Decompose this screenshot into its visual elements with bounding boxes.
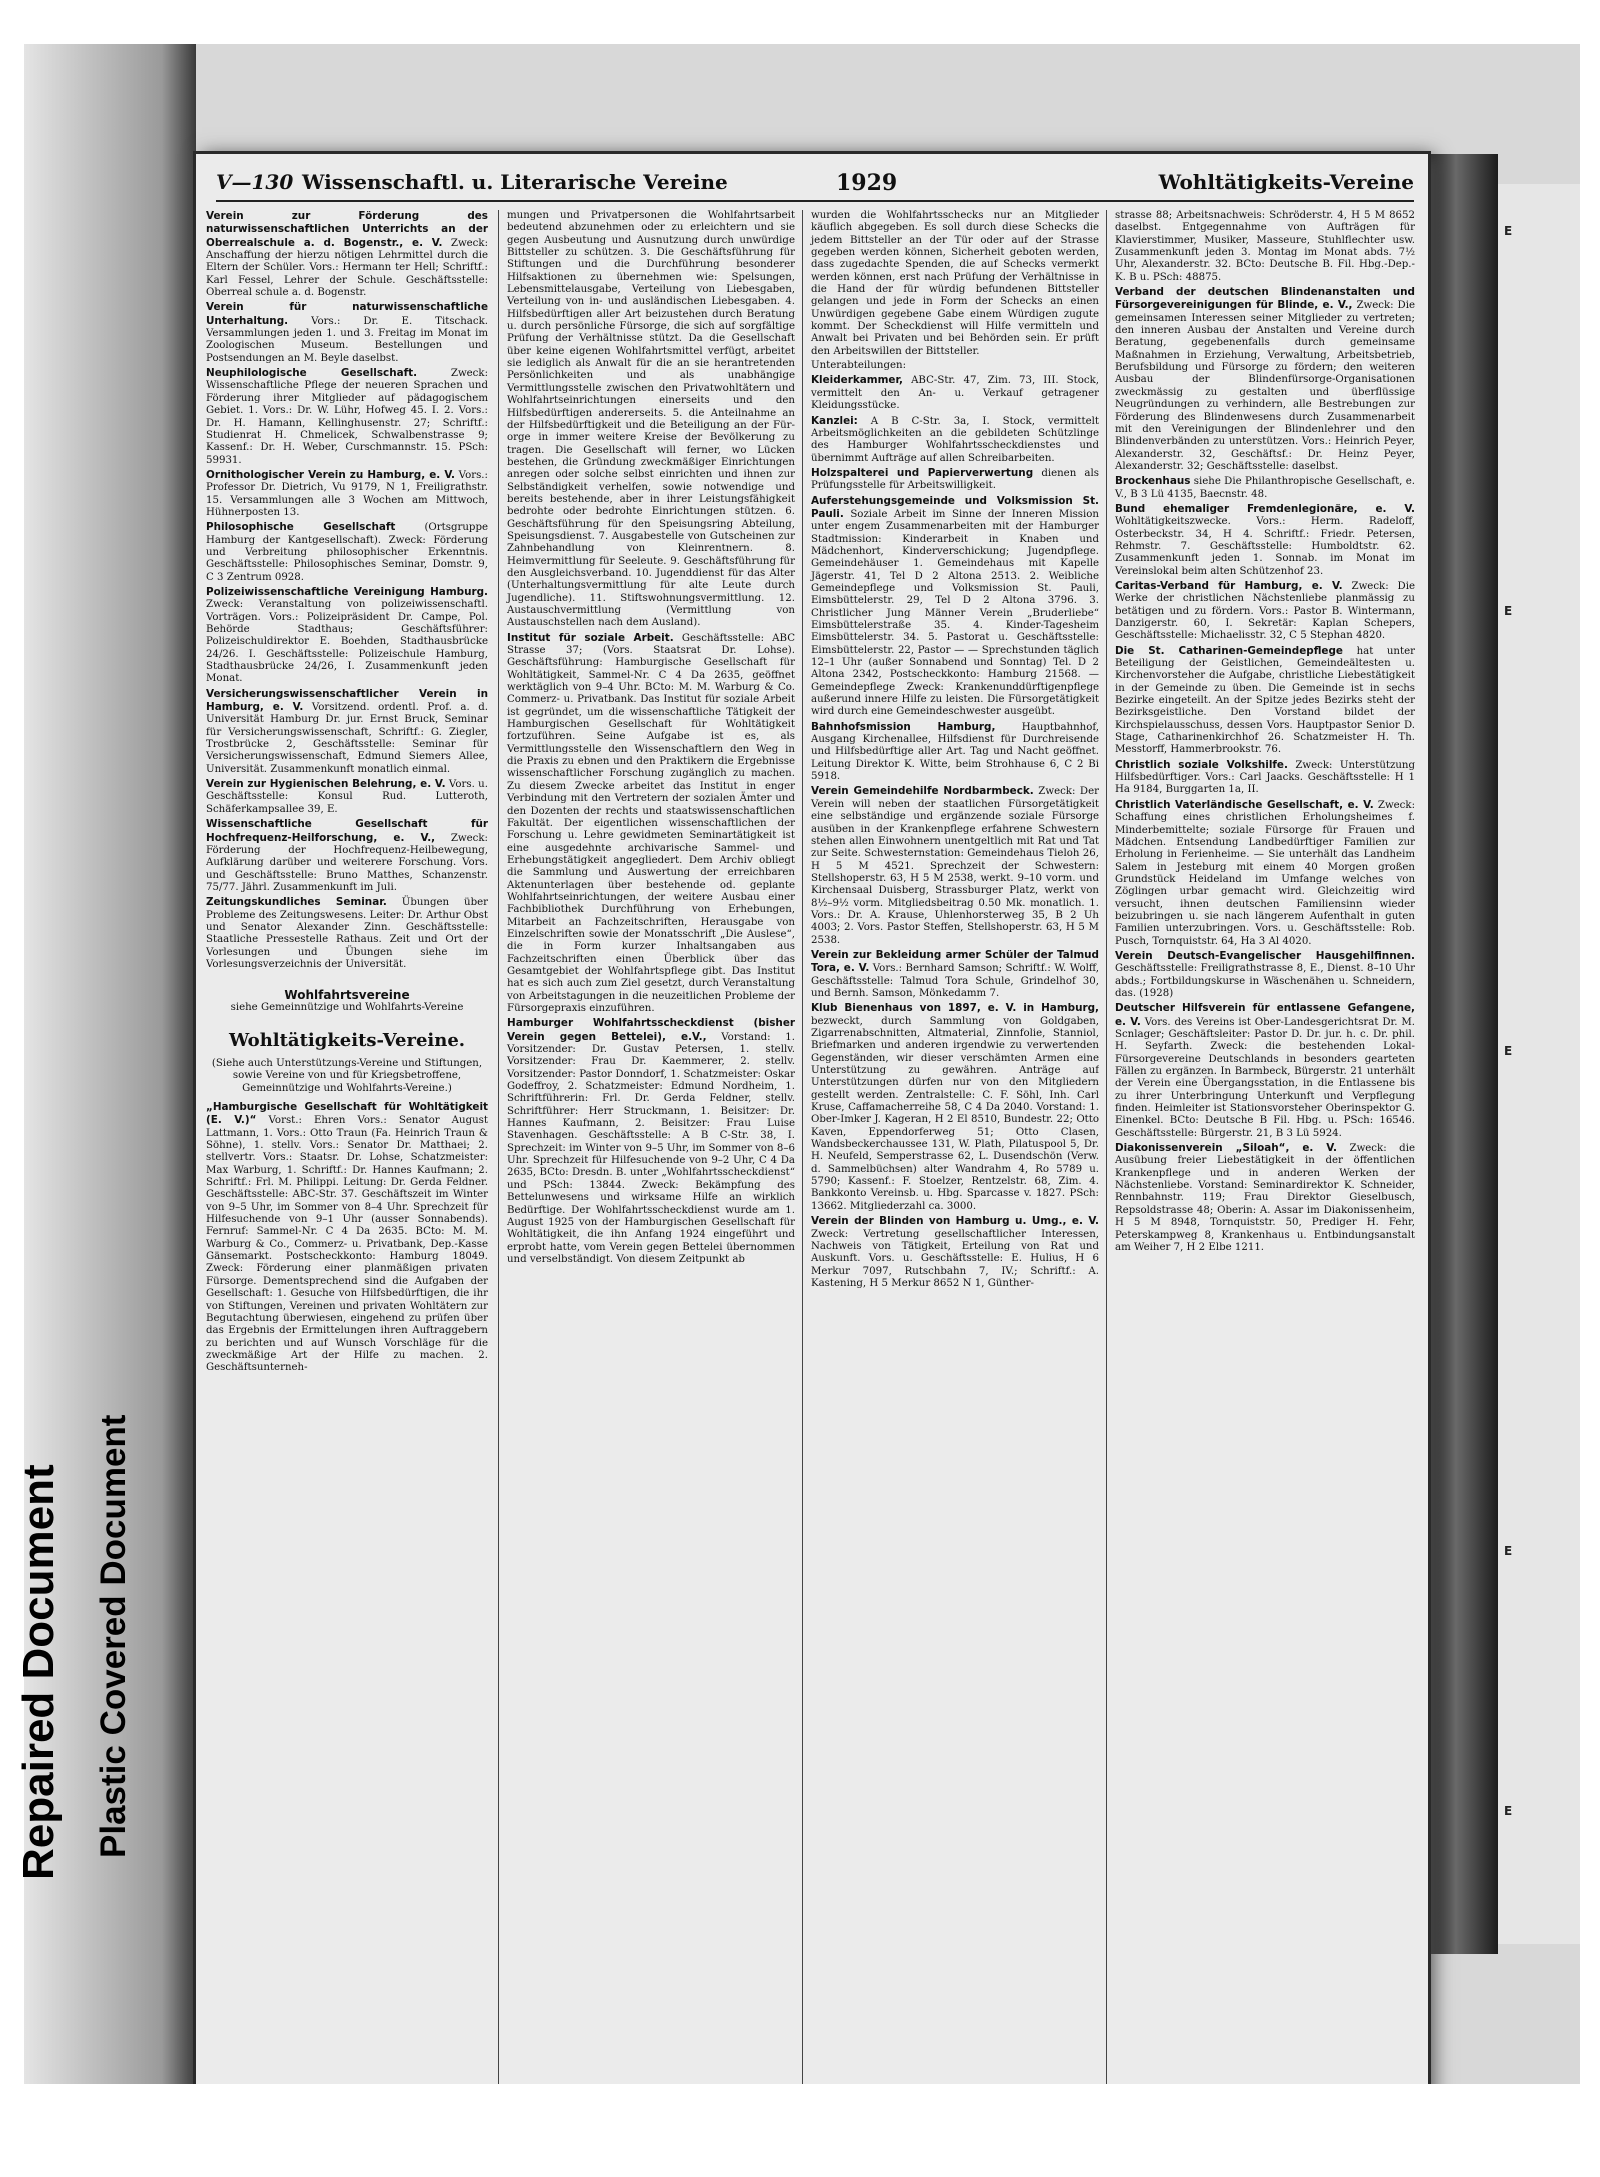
directory-entry <box>811 1215 1099 1290</box>
entry-body: Vors. des Vereins ist Ober-Landesgerichtsrat Dr. M. Scnlager; Geschäftsleiter: Pastor D. Dr. jur. h. c. Dr. phil. H. Seyfarth. Zweck: die bestehenden Lokal-Fürsorgevereine Deutschlands in besonders gearteten Fällen zu ergänzen. In Barmbeck, Bürgerstr. 21 unterhält der Verein eine Übergangsstation, in die Entlassene bis zu ihrer Unterbringung Unterkunft und Verpflegung finden. Heimleiter ist Stationsvorsteher Oberinspektor G. Einenkel. BCto: Deutsche B Fil. Hbg. u. PSch: 16546. Geschäftsstelle: Bürgerstr. 21, B 3 Lü 5924. <box>1115 1016 1415 1139</box>
entry-name: Kanzlei: <box>811 414 858 427</box>
directory-entry <box>206 301 488 365</box>
directory-entry <box>811 785 1099 946</box>
label-repaired-document: Repaired Document <box>14 1464 63 1880</box>
book-gutter <box>1428 154 1498 1954</box>
adjacent-page-edge <box>1498 184 1580 1944</box>
entry-body: Vors.: Professor Dr. Dietrich, Vu 9179, N 1, Freiligrathstr. 15. Versammlungen alle 3 Wochen am Mittwoch, Hühnerposten 13. <box>206 469 488 518</box>
label-plastic-covered-document: Plastic Covered Document <box>94 1414 133 1858</box>
entry-body: Zweck: Anschaffung der hierzu nötigen Lehrmittel durch die Eltern der Schüler. Vors.: Hermann ter Hell; Schriftf.: Karl Fessel, Lehrer der Schule. Geschäftsstelle: Oberreal schule a. d. Bogenstr. <box>206 237 488 299</box>
directory-entry <box>1115 759 1415 797</box>
directory-entry <box>1115 1002 1415 1140</box>
entry-body: Vorsitzend. ordentl. Prof. a. d. Universität Hamburg Dr. jur. Ernst Bruck, Seminar für Versicherungswissenschaft, Schriftf.: G. Ziegler, Trostbrücke 2, Geschäftsstelle: Seminar für Versicherungswissenschaft, Edmund Siemers Allee, Universität. Zusammenkunft monatlich einmal. <box>206 702 488 775</box>
entry-name: Christlich soziale Volkshilfe. <box>1115 758 1288 771</box>
entry-body: Zweck: Unterstützung Hilfsbedürftiger. Vors.: Carl Jaacks. Geschäftsstelle: H 1 Ha 9184, Burggarten 1a, II. <box>1115 759 1415 796</box>
entry-body: ABC-Str. 47, Zim. 73, III. Stock, vermittelt den An- u. Verkauf getragener Kleidungsstücke. <box>811 375 1099 412</box>
entry-name: Verein der Blinden von Hamburg u. Umg., e. V. <box>811 1215 1099 1228</box>
directory-entry <box>811 374 1099 412</box>
entry-body: (Ortsgruppe Hamburg der Kantgesellschaft). Zweck: Förderung und Verbreitung philosophischer Erkenntnis. Geschäftsstelle: Philosophisches Seminar, Domstr. 9, C 3 Zentrum 0928. <box>206 522 488 583</box>
directory-entry <box>811 1002 1099 1213</box>
page-header <box>216 166 1414 202</box>
entry-body: Zweck: Die Werke der christlichen Nächstenliebe planmässig zu betätigen und zu fördern. Vors.: Pastor B. Wintermann, Danzigerstr. 60, I. Sekretär: Kaplan Schepers, Geschäftsstelle: Michaelisstr. 32, C 5 Stephan 4820. <box>1115 580 1415 642</box>
entry-body: Zweck: Veranstaltung von polizeiwissenschaftl. Vorträgen. Vors.: Polizeipräsident Dr. Campe, Pol. Behörde Stadthaus; Geschäftsführer: Polizeischuldirektor E. Boehden, Stadthausbrücke 24/26. I. Geschäftsstelle: Polizeischule Hamburg, Stadthausbrücke 24/26, I. Zusammenkunft jeden Monat. <box>206 599 488 685</box>
entry-name: Polizeiwissenschaftliche Vereinigung Hamburg. <box>206 585 488 598</box>
entry-name: Versicherungswissenschaftlicher Verein in Hamburg, e. V. <box>206 687 488 714</box>
entry-name: Institut für soziale Arbeit. <box>507 631 674 644</box>
entry-name: Verein für naturwissenschaftliche Unterhaltung. <box>206 301 488 327</box>
edge-letter: E <box>1504 604 1513 618</box>
directory-entry <box>206 896 488 971</box>
entry-name: Verein zur Förderung des naturwissenschaftlichen Unterrichts an der Oberrealschule a. d. Bogenstr., e. V. <box>206 210 488 249</box>
directory-entry <box>811 949 1099 1000</box>
entry-name: Bund ehemaliger Fremdenlegionäre, e. V. <box>1115 502 1415 515</box>
section-note: (Siehe auch Unterstützungs-Vereine und Stiftungen, sowie Vereine von und für Kriegsbetroffene, Gemeinnützige und Wohlfahrts-Vereine.) <box>211 1057 483 1094</box>
entry-name: Verein zur Hygienischen Belehrung, e. V. <box>206 778 446 791</box>
edge-letter: E <box>1504 1044 1513 1058</box>
entry-body: Geschäftsstelle: Freiligrathstrasse 8, E., Dienst. 8–10 Uhr abds.; Fortbildungskurse in Wäschenähen u. Schneidern, das. (1928) <box>1115 963 1415 999</box>
entry-body: Soziale Arbeit im Sinne der Inneren Mission unter engem Zusammenarbeiten mit der Hamburger Stadtmission: Kinderarbeit in Knaben und Mädchenhort, Kinderverschickung; Jugendpflege. Gemeindehäuser 1. Gemeindehaus mit Kapelle Jägerstr. 41, Tel D 2 Altona 2513. 2. Weibliche Gemeindepflege und Volksmission St. Pauli, Eimsbüttelerstr. 29, Tel D 2 Altona 3796. 3. Christlicher Jung Männer Verein „Bruderliebe“ Eimsbüttelerstraße 35. 4. Kinder-Tagesheim Eimsbüttelerstr. 34. 5. Pastorat u. Geschäftsstelle: Eimsbüttelerstr. 22, Pastor — — Sprechstunden täglich 12–1 Uhr (außer Sonnabend und Sonntag) Tel. D 2 Altona 2342, Postscheckkonto: Hamburg 21568. — Gemeindepflege Zweck: Krankenunddürftigenpflege außerund innere Hilfe zu leisten. Die Fürsorgetätigkeit wird durch eine Gemeindeschwester ausgeübt. <box>811 508 1099 718</box>
document-page <box>196 154 1428 2084</box>
entry-body: Zweck: Förderung der Hochfrequenz-Heilbewegung, Aufklärung darüber und weiterere Forschung. Vors. und Geschäftsstelle: Bruno Matthes, Schanzenstr. 75/77. Jährl. Zusammenkunft im Juli. <box>206 832 488 893</box>
entry-body: Zweck: Wissenschaftliche Pflege der neueren Sprachen und Förderung ihrer Mitglieder auf pädagogischem Gebiet. 1. Vors.: Dr. W. Lühr, Hofweg 45. I. 2. Vors.: Dr. H. Hamann, Kellinghusenstr. 27; Schriftf.: Studienrat H. Chmelicek, Schwalbenstrasse 9; Kassenf.: Dr. H. Weber, Curschmannstr. 15. PSch: 59931. <box>206 368 488 466</box>
directory-entry <box>1115 286 1415 473</box>
entry-name: Philosophische Gesellschaft <box>206 521 396 534</box>
entry-body: Zweck: Vertretung gesellschaftlicher Interessen, Nachweis von Tätigkeit, Erteilung von Rat und Auskunft. Vors. u. Geschäftsstelle: E. Hulius, H 6 Merkur 7097, Rutschbahn 7, IV.; Schriftf.: A. Kastening, H 5 Merkur 8652 N 1, Günther- <box>811 1228 1099 1289</box>
entry-name: Verein Gemeindehilfe Nordbarmbeck. <box>811 785 1034 798</box>
entry-name: Verein Deutsch-Evangelischer Hausgehilfinnen. <box>1115 949 1415 962</box>
directory-entry <box>206 210 488 299</box>
section-subtitle: siehe Gemeinnützige und Wohlfahrts-Vereine <box>230 1001 464 1013</box>
header-left-title: Wissenschaftl. u. Literarische Vereine <box>302 170 728 194</box>
directory-entry <box>206 367 488 467</box>
section-wohltaetigkeitsvereine-title: Wohltätigkeits-Vereine. <box>228 1029 466 1051</box>
entry-name: Bahnhofsmission Hamburg, <box>811 720 996 733</box>
column-2 <box>498 210 795 2084</box>
entry-name: Verband der deutschen Blindenanstalten und Fürsorgevereinigungen für Blinde, e. V., <box>1115 286 1415 312</box>
paragraph-list <box>811 210 1099 372</box>
entry-body: Zweck: Die gemeinsamen Interessen seiner Mitglieder zu vertreten; den inneren Ausbau der Anstalten und Vereine durch Beratung, gegebenenfalls durch gemeinsame Maßnahmen in Erziehung, Verwaltung, Arbeitsbetrieb, Berufsbildung und Fürsorge zu fördern; den weiteren Ausbau der Blindenfürsorge-Organisationen zweckmässig zu gestalten und überflüssige Neugründungen zu verhindern, alle Bestrebungen zur Förderung des Blindenwesens durch Zusammenarbeit mit den Vereinigungen der Blindenlehrer und den Blindenverbänden zu unterstützen. Vors.: Heinrich Peyer, Alexanderstr. 32, Geschäftsf.: Dr. Heinz Peyer, Alexanderstr. 32; Geschäftsstelle: daselbst. <box>1115 300 1415 472</box>
header-right-title: Wohltätigkeits-Vereine <box>1158 170 1414 194</box>
entry-name: „Hamburgische Gesellschaft für Wohltätigkeit (E. V.)“ <box>206 1101 488 1127</box>
entry-name: Christlich Vaterländische Gesellschaft, e. V. <box>1115 798 1374 811</box>
entry-body: Wohltätigkeitszwecke. Vors.: Herm. Radeloff, Osterbeckstr. 34, H 4. Schriftf.: Friedr. Petersen, Rehmstr. 7. Geschäftsstelle: Humboldtstr. 62. Zusammenkunft jeden 1. Sonnab. im Monat im Vereinslokal beim alten Schützenhof 23. <box>1115 516 1415 577</box>
vertical-labels <box>6 1320 156 1880</box>
scan-frame <box>24 44 1580 2084</box>
entry-name: Verein zur Bekleidung armer Schüler der Talmud Tora, e. V. <box>811 948 1099 975</box>
entry-body: Vors.: Dr. E. Titschack. Versammlungen jeden 1. und 3. Freitag im Monat im Zoologischen Museum. Bestellungen und Postsendungen an M. Beyle daselbst. <box>206 315 488 364</box>
directory-entry <box>206 521 488 584</box>
entry-body: Zweck: Der Verein will neben der staatlichen Fürsorgetätigkeit eine selbständige und ergänzende soziale Fürsorge ausüben in der Krankenpflege erfahrene Schwestern stehen allen Einwohnern unentgeltlich mit Rat und Tat zur Seite. Schwesternstation: Gemeindehaus Tieloh 26, H 5 M 4521. Sprechzeit der Schwestern: Stellshoperstr. 63, H 5 M 2538, werkt. 9–10 vorm. und Kirchensaal Duisberg, Strassburger Platz, werkt von 8½–9½ vorm. Mitgliedsbeitrag 0.50 Mk. monatlich. 1. Vors.: Dr. A. Krause, Uhlenhorsterweg 35, B 2 Uh 4003; 2. Vors. Pastor Steffen, Stellshoperstr. 63, H 5 M 2538. <box>811 786 1099 946</box>
directory-entry <box>206 818 488 894</box>
directory-entry <box>206 688 488 776</box>
paragraph: wurden die Wohlfahrtsschecks nur an Mitglieder käuflich abgegeben. Es soll durch diese Schecks die jedem Bittsteller an der Tür oder auf der Strasse gegeben werden können, Sicherheit geboten werden, dass zugedachte Spenden, die auf Schecks vermerkt werden können, erst nach Prüfung der Verhältnisse in die Hand der für würdig befundenen Bittsteller gelangen und jede in Form der Schecks an einen Unwürdigen gegebene Gabe einem Würdigen zugute kommt. Der Scheckdienst will Hilfe vermitteln und Anwalt bei Privaten und bei Behörden sein. Er prüft den Arbeitswillen der Bittsteller. <box>811 210 1099 357</box>
paragraph-list <box>507 210 795 630</box>
column-1 <box>206 210 488 2084</box>
entry-name: Kleiderkammer, <box>811 374 903 387</box>
directory-entry <box>206 586 488 686</box>
edge-letter: E <box>1504 1544 1513 1558</box>
directory-entry <box>1115 799 1415 948</box>
entry-body: Zweck: Schaffung eines christlichen Erholungsheimes f. Minderbemittelte; soziale Fürsorge für Frauen und Mädchen. Entsendung Landbedürftiger Familien zur Erholung in Ferienheime. — Sie unterhält das Landheim Salem in Jesteburg mit einem 40 Morgen großen Grundstück Heideland im Umfange welches von Zöglingen urbar gemacht wird. Gleichzeitig wird versucht, ihnen deutschen Familiensinn wieder beizubringen u. sie nach längerem Aufenthalt in guten Familien unterzubringen. Vors. u. Geschäftsstelle: Rob. Pusch, Tornquiststr. 64, Ha 3 Al 4020. <box>1115 799 1415 947</box>
entry-body: Vors. u. Geschäftsstelle: Konsul Rud. Lutteroth, Schäferkampsallee 39, E. <box>206 779 488 815</box>
directory-entry <box>1115 645 1415 757</box>
directory-entry <box>811 467 1099 493</box>
entry-list <box>811 374 1099 1290</box>
entry-body: Vorst.: Ehren Vors.: Senator August Lattmann, 1. Vors.: Otto Traun (Fa. Heinrich Traun & Söhne), 1. stellv. Vors.: Senator Dr. Matthaei; 2. stellvertr. Vors.: Staatsr. Dr. Lohse, Schatzmeister: Max Warburg, 1. Schriftf.: Dr. Hannes Kaufmann; 2. Schriftf.: Frl. M. Philippi. Leitung: Dr. Gerda Feldner. Geschäftsstelle: ABC-Str. 37. Geschäftszeit im Winter von 9–5 Uhr, im Sommer von 8–4 Uhr. Sprechzeit für Hilfesuchende von 9–1 Uhr (ausser Sonnabends). Fernruf: Sammel-Nr. C 4 Da 2635. BCto: M. M. Warburg & Co., Commerz- u. Privatbank, Dep.-Kasse Gänsemarkt. Postscheckkonto: Hamburg 18049. Zweck: Förderung einer planmäßigen privaten Fürsorge. Dementsprechend sind die Aufgaben der Gesellschaft: 1. Gesuche von Hilfsbedürftigen, die ihr von Stiftungen, Vereinen und privaten Wohltätern zur Begutachtung überwiesen, eingehend zu prüfen über das Ergebnis der Ermittelungen ihren Auftraggebern zu berichten und auf Wunsch Vorschläge für die zweckmäßige Art der Hilfe zu machen. 2. Geschäftsunterneh- <box>206 1115 488 1374</box>
entry-body: Hauptbahnhof, Ausgang Kirchenallee, Hilfsdienst für Durchreisende und Hilfsbedürftige aller Art. Tag und Nacht geöffnet. Leitung Direktor K. Witte, beim Strohhause 6, C 2 Bi 5918. <box>811 721 1099 783</box>
entry-name: Hamburger Wohlfahrtsscheckdienst (bisher Verein gegen Bettelei), e.V., <box>507 1017 795 1043</box>
entry-name: Deutscher Hilfsverein für entlassene Gefangene, e. V. <box>1115 1002 1415 1028</box>
entry-name: Klub Bienenhaus von 1897, e. V. in Hamburg, <box>811 1002 1099 1015</box>
entry-name: Auferstehungsgemeinde und Volksmission St. Pauli. <box>811 494 1099 520</box>
directory-entry <box>1115 1142 1415 1254</box>
entry-name: Diakonissenverein „Siloah“, e. V. <box>1115 1142 1337 1155</box>
entry-name: Wissenschaftliche Gesellschaft für Hochfrequenz-Heilforschung, e. V., <box>206 818 488 844</box>
edge-letter: E <box>1504 224 1513 238</box>
entry-body: bezweckt, durch Sammlung von Goldgaben, Zigarrenabschnitten, Altmaterial, Zinnfolie, Stanniol, Briefmarken und anderen irgendwie zu verwertenden Gegenständen, wir dieser verschämten Armen eine Unterstützung zu gewähren. Anträge auf Unterstützungen dürfen nur von den Mitgliedern gestellt werden. Zentralstelle: C. F. Söhl, Inh. Carl Kruse, Caffamacherreihe 58, C 4 Da 2040. Vorstand: 1. Ober-Imker J. Kageran, H 2 El 8510, Bundestr. 22; Otto Kaven, Eppendorferweg 51; Otto Clasen, Wandsbeckerchaussee 131, W. Plath, Pilatuspool 5, Dr. H. Neufeld, Semperstrasse 62, L. Dusendschön (Verw. d. Sammelbüchsen) alter Wandrahm 4, Ro 5789 u. 5790; Kassenf.: F. Stoelzer, Rentzelstr. 68, Zim. 4. Bankkonto Vereinsb. u. Hbg. Sparcasse v. 1827. PSch: 13662. Mitgliederzahl ca. 3000. <box>811 1015 1099 1212</box>
directory-entry <box>507 1017 795 1266</box>
page-number: V—130 <box>216 170 294 194</box>
entry-body: dienen als Prüfungsstelle für Arbeitswilligkeit. <box>811 467 1099 492</box>
entry-list <box>507 632 795 1267</box>
directory-entry <box>1115 503 1415 578</box>
directory-entry <box>811 415 1099 465</box>
entry-name: Caritas-Verband für Hamburg, e. V. <box>1115 579 1343 592</box>
entry-body: hat unter Beteiligung der Geistlichen, Gemeindeältesten u. Kirchenvorsteher die Aufgabe, christliche Liebestätigkeit in der Gemeinde zu üben. Die Gemeinde ist in sechs Bezirke eingeteilt. An der Spitze jedes Bezirks steht der Bezirksgeistliche. Den Vorstand bildet der Kirchspielausschuss, dessen Vors. Hauptpastor Senior D. Stage, Catharinenkirchhof 26. Schatzmeister H. Th. Messtorff, Hammerbrookstr. 76. <box>1115 645 1415 756</box>
directory-entry <box>1115 475 1415 501</box>
directory-entry <box>811 495 1099 719</box>
entry-body: Geschäftsstelle: ABC Strasse 37; (Vors. Staatsrat Dr. Lohse). Geschäftsführung: Hamburgische Gesellschaft für Wohltätigkeit, Sammel-Nr. C 4 Da 2635, geöffnet werktäglich von 9–4 Uhr. BCto: M. M. Warburg & Co. Commerz- u. Privatbank. Das Institut für soziale Arbeit ist gegründet, um die wissenschaftliche Tätigkeit der Hamburgischen Gesellschaft für Wohltätigkeit fortzuführen. Seine Aufgabe ist es, als Vermittlungsstelle den Wissenschaftlern den Weg in die Praxis zu ebnen und den Praktikern die Ergebnisse wissenschaftlicher Forschung zugänglich zu machen. Zu diesem Zwecke arbeitet das Institut in enger Verbindung mit den Vertretern der sozialen Ämter und den Dozenten der rechts und staatswissenschaftlichen Fakultät. Der eigentlichen wissenschaftlichen der Forschung u. Lehre gewidmeten Seminartätigkeit ist eine ausgedehnte archivarische Sammel- und Erhebungstätigkeit angegliedert. Dem Archiv obliegt die Sammlung und Auswertung der erreichbaren Aktenunterlagen über bestehende od. geplante Wohlfahrtseinrichtungen, der weitere Ausbau einer Fachbibliothek Durchführung von Erhebungen, Mitarbeit an Fachzeitschriften, Herausgabe von Einzelschriften sowie der Monatsschrift „Die Auslese“, die in Form kurzer Inhaltsangaben aus Fachzeitschriften einen Überblick über das Gesamtgebiet der Wohlfahrtspflege gibt. Das Institut hat es sich auch zum Ziel gesetzt, durch Veranstaltung von Arbeitstagungen in die neuzeitlichen Probleme der Fürsorgepraxis einzuführen. <box>507 632 795 1014</box>
entry-name: Brockenhaus <box>1115 475 1191 488</box>
section-title: Wohlfahrtsvereine <box>284 988 410 1003</box>
entry-name: Zeitungskundliches Seminar. <box>206 896 387 909</box>
entry-body: Übungen über Probleme des Zeitungswesens. Leiter: Dr. Arthur Obst und Senator Alexander Zinn. Geschäftsstelle: Staatliche Pressestelle Rathaus. Zeit und Ort der Vorlesungen und Übungen siehe im Vorlesungsverzeichnis der Universität. <box>206 897 488 970</box>
directory-entry <box>206 778 488 816</box>
entry-name: Holzspalterei und Papierverwertung <box>811 466 1034 479</box>
directory-entry <box>1115 580 1415 643</box>
entry-body: A B C-Str. 3a, I. Stock, vermittelt Arbeitsmöglichkeiten an die gebildeten Schützlinge des Hamburger Wohlfahrtsscheckdienstes und übernimmt Aufträge auf allen Schreibarbeiten. <box>811 415 1099 464</box>
entry-list <box>206 210 488 971</box>
directory-entry <box>507 632 795 1016</box>
paragraph: mungen und Privatpersonen die Wohlfahrtsarbeit bedeutend abzunehmen oder zu erleichtern und sie gegen Ausbeutung und Ausnutzung durch unwürdige Bittsteller zu schützen. 3. Die Geschäftsführung für Stiftungen und die Durchführung besonderer Hilfsaktionen zu übernehmen wie: Spelsungen, Lebensmittelausgabe, Verteilung von Liebesgaben, Verteilung von in- und ausländischen Liebesgaben. 4. Hilfsbedürftigen aller Art beizustehen durch Beratung u. durch persönliche Fürsorge, die sich auf sorgfältige Prüfung der Verhältnisse stützt. Da die Gesellschaft über keine eigenen Wohlfahrtsmittel verfügt, arbeitet sie lediglich als Anwalt für die an sie herantretenden Persönlichkeiten und als unabhängige Vermittlungsstelle zwischen den Privatwohltätern und Wohlfahrtseinrichtungen einerseits und den Hilfsbedürftigen andererseits. 5. die Anteilnahme an der Hilfsbedürftigkeit und die Beteiligung an der Für-orge in immer weitere Kreise der Bevölkerung zu tragen. Die Gesellschaft will ferner, wo Lücken bestehen, die Gründung zweckmäßiger Einrichtungen anregen oder solche selbst einrichten und ihnen zur Selbständigkeit verhelfen, sowie notwendige und bereits bestehende, aber in ihrer Leistungsfähigkeit bedrohte oder bedrohte Einrichtungen stützen. 6. Geschäftsführung für den Speisungsring Abteilung, Speisungsdienst. 7. Ausgabestelle von Gutscheinen zur Zahnbehandlung von Kleinrentnern. 8. Heimvermittlung für Seeleute. 9. Geschäftsführung für den Ausgleichsverband. 10. Jugenddienst für das Alter (Unterhaltungsvermittlung für alte Leute durch Jugendliche). 11. Stiftswohnungsvermittlung. 12. Austauschvermittlung (Vermittlung von Austauschstellen nach dem Ausland). <box>507 210 795 629</box>
entry-name: Die St. Catharinen-Gemeindepflege <box>1115 644 1343 657</box>
entry-body: siehe Die Philanthropische Gesellschaft, e. V., B 3 Lü 4135, Baecnstr. 48. <box>1115 476 1415 500</box>
directory-entry <box>206 1101 488 1375</box>
column-3 <box>802 210 1099 2084</box>
directory-entry <box>206 469 488 519</box>
paragraph: strasse 88; Arbeitsnachweis: Schröderstr. 4, H 5 M 8652 daselbst. Entgegennahme von Aufträgen für Klavierstimmer, Musiker, Masseure, Stuhlflechter usw. Zusammenkunft jeden 3. Montag im Monat abds. 7½ Uhr, Alexanderstr. 32. BCto: Deutsche B. Fil. Hbg.-Dep.-K. B u. PSch: 48875. <box>1115 210 1415 283</box>
entry-name: Neuphilologische Gesellschaft. <box>206 367 418 380</box>
header-year: 1929 <box>836 170 898 196</box>
entry-name: Ornithologischer Verein zu Hamburg, e. V. <box>206 468 455 481</box>
entry-list <box>1115 286 1415 1254</box>
directory-entry <box>1115 950 1415 1000</box>
entry-body: Zweck: die Ausübung freier Liebestätigkeit in der öffentlichen Krankenpflege und in anderen Werken der Nächstenliebe. Vorstand: Seminardirektor K. Schneider, Rennbahnstr. 119; Frau Direktor Gieselbusch, Repsoldstrasse 48; Oberin: A. Assar im Diakonissenheim, H 5 M 8948, Tornquiststr. 50, Prediger H. Fehr, Peterskampweg 8, Krankenhaus u. Entbindungsanstalt am Weiher 7, H 2 Elbe 1211. <box>1115 1143 1415 1253</box>
paragraph: Unterabteilungen: <box>811 360 907 372</box>
column-4 <box>1106 210 1415 2084</box>
paragraph-list <box>1115 210 1415 284</box>
entry-list <box>206 1101 488 1375</box>
directory-entry <box>811 721 1099 784</box>
section-wohlfahrtsvereine <box>206 989 488 1014</box>
edge-letter: E <box>1504 1804 1513 1818</box>
entry-body: Vorstand: 1. Vorsitzender: Dr. Gustav Petersen, 1. stellv. Vorsitzender: Frau Dr. Kaemmerer, 2. stellv. Vorsitzender: Pastor Donndorf, 1. Schatzmeister: Oskar Godeffroy, 2. Schatzmeister: Edmund Nordheim, 1. Schriftführerin: Frl. Dr. Gerda Feldner, stellv. Schriftführer: Herr Struckmann, 1. Beisitzer: Dr. Hannes Kaufmann, 2. Beisitzer: Frau Luise Stavenhagen. Geschäftsstelle: A B C-Str. 38, I. Sprechzeit: im Winter von 9–5 Uhr, im Sommer von 8–6 Uhr. Sprechzeit für Hilfesuchende von 9–2 Uhr, C 4 Da 2635, BCto: Dresdn. B. unter „Wohlfahrtsscheckdienst“ und PSch: 13844. Zweck: Bekämpfung des Bettelunwesens und wirksame Hilfe an wirklich Bedürftige. Der Wohlfahrtsscheckdienst wurde am 1. August 1925 von der Hamburgischen Gesellschaft für Wohltätigkeit, die ihn Anfang 1924 eingeführt und erprobt hatte, vom Verein gegen Bettelei übernommen und verselbständigt. Von diesem Zeitpunkt ab <box>507 1031 795 1265</box>
entry-body: Vors.: Bernhard Samson; Schriftf.: W. Wolff, Geschäftsstelle: Talmud Tora Schule, Grindelhof 30, und Bernh. Samson, Mönkedamm 7. <box>811 963 1099 999</box>
